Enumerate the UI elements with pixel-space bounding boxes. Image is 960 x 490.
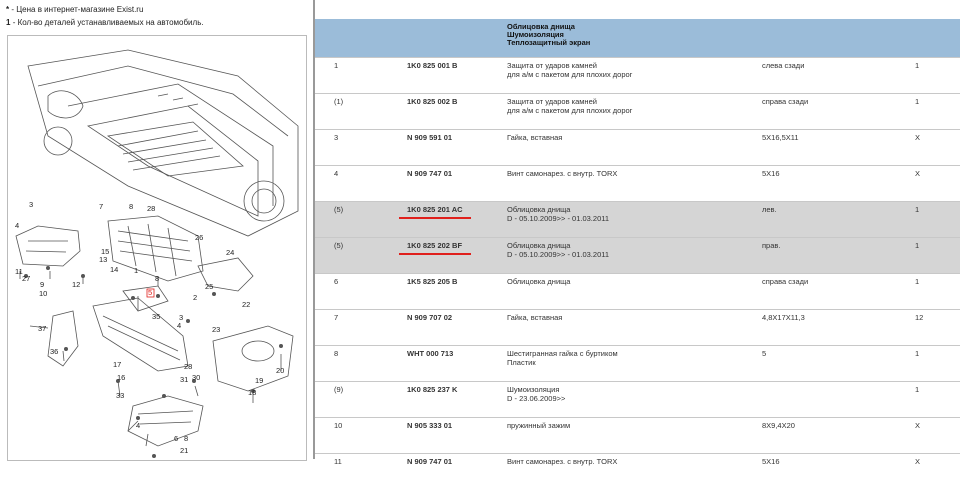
side-size: 5X16 [762, 169, 780, 178]
side-size: слева сзади [762, 61, 805, 70]
position-number: 6 [334, 277, 339, 286]
callout-29: 28 [147, 204, 156, 213]
callout-23: 23 [212, 325, 221, 334]
description [507, 241, 609, 259]
part-number[interactable]: 1K0 825 001 B [407, 61, 458, 70]
quantity: 1 [915, 277, 920, 286]
callout-33: 33 [116, 391, 125, 400]
quantity: 1 [915, 61, 920, 70]
description [507, 421, 570, 430]
description-line: Защита от ударов камней [507, 97, 597, 106]
description-line: Гайка, вставная [507, 313, 563, 322]
callout-22: 22 [242, 300, 251, 309]
position-number: (1) [334, 97, 344, 106]
position-number: 11 [334, 457, 342, 466]
callout-17: 17 [113, 360, 122, 369]
description-line: Гайка, вставная [507, 133, 563, 142]
count-note: 1 - Кол-во деталей устанавливаемых на автомобиль. [6, 18, 204, 27]
table-row[interactable] [315, 201, 960, 238]
header-line: Теплозащитный экран [507, 38, 591, 47]
side-size: справа сзади [762, 97, 809, 106]
callout-9: 9 [40, 280, 45, 289]
callout-4c: 4 [136, 421, 141, 430]
callout-27: 27 [22, 274, 31, 283]
callout-24: 24 [226, 248, 235, 257]
callout-16: 16 [117, 373, 126, 382]
side-size: 4,8X17X11,3 [762, 313, 805, 322]
part-number[interactable]: 1K0 825 237 K [407, 385, 458, 394]
callout-11: 11 [15, 267, 23, 276]
part-number[interactable]: N 909 747 01 [407, 169, 453, 178]
position-number: (5) [334, 241, 344, 250]
position-number: 10 [334, 421, 343, 430]
callout-35: 35 [152, 312, 161, 321]
quantity: 1 [915, 97, 920, 106]
description-line: Винт самонарез. с внутр. TORX [507, 457, 618, 466]
description-line: Шумоизоляция [507, 385, 560, 394]
description-line: Шестигранная гайка с буртиком [507, 349, 618, 358]
callout-1: 1 [134, 266, 139, 275]
diagram-panel [0, 0, 312, 459]
callout-8-bot: 8 [184, 434, 189, 443]
callout-21: 21 [180, 446, 189, 455]
side-size: прав. [762, 241, 781, 250]
description [507, 97, 632, 115]
description-line: пружинный зажим [507, 421, 571, 430]
position-number: (5) [334, 205, 344, 214]
description [507, 169, 617, 178]
part-number[interactable]: WHT 000 713 [407, 349, 454, 358]
quantity: X [915, 133, 921, 142]
description-line: Облицовка днища [507, 205, 571, 214]
side-size: справа сзади [762, 277, 809, 286]
side-size: 5X16,5X11 [762, 133, 799, 142]
part-number[interactable]: N 909 707 02 [407, 313, 453, 322]
description [507, 457, 617, 466]
underbody-drawing [8, 36, 306, 460]
side-size: 8X9,4X20 [762, 421, 795, 430]
table-row[interactable] [315, 417, 960, 454]
table-row[interactable] [315, 57, 960, 94]
callout-2: 2 [193, 293, 198, 302]
parts-table [315, 0, 960, 466]
callout-28: 28 [184, 362, 193, 371]
parts-diagram [7, 35, 307, 461]
callout-26: 26 [195, 233, 204, 242]
part-number[interactable]: N 909 591 01 [407, 133, 453, 142]
position-number: (9) [334, 385, 344, 394]
description-line: Облицовка днища [507, 277, 571, 286]
callout-15: 15 [101, 247, 110, 256]
description [507, 349, 618, 367]
table-row[interactable] [315, 165, 960, 202]
price-note: * - Цена в интернет-магазине Exist.ru [6, 5, 144, 14]
description-line: Пластик [507, 358, 536, 367]
table-row[interactable] [315, 453, 960, 490]
part-number[interactable]: 1K0 825 202 BF [407, 241, 463, 250]
callout-4: 4 [15, 221, 20, 230]
description [507, 313, 562, 322]
callout-4b: 4 [177, 321, 182, 330]
position-number: 7 [334, 313, 339, 322]
position-number: 1 [334, 61, 339, 70]
part-number[interactable]: 1K5 825 205 B [407, 277, 458, 286]
red-underline [399, 253, 471, 255]
description-line: Защита от ударов камней [507, 61, 597, 70]
table-row[interactable] [315, 309, 960, 346]
side-size: лев. [762, 205, 777, 214]
description-line: D - 05.10.2009>> - 01.03.2011 [507, 250, 610, 259]
callout-10: 10 [39, 289, 48, 298]
description-line: D - 05.10.2009>> - 01.03.2011 [507, 214, 610, 223]
callout-20: 20 [276, 366, 285, 375]
table-row[interactable] [315, 381, 960, 418]
callout-12: 12 [72, 280, 81, 289]
part-number[interactable]: N 905 333 01 [407, 421, 453, 430]
table-row[interactable] [315, 237, 960, 274]
callout-13: 13 [99, 255, 108, 264]
part-number[interactable]: N 909 747 01 [407, 457, 453, 466]
callout-19: 19 [255, 376, 264, 385]
quantity: X [915, 421, 921, 430]
position-number: 8 [334, 349, 339, 358]
description [507, 277, 570, 286]
callout-37: 37 [38, 324, 47, 333]
description-line: для а/м с пакетом для плохих дорог [507, 70, 633, 79]
callout-14: 14 [110, 265, 119, 274]
description [507, 205, 609, 223]
quantity: 1 [915, 205, 920, 214]
red-underline [399, 217, 471, 219]
quantity: 12 [915, 313, 924, 322]
callout-5: 5 [148, 288, 153, 297]
callout-31: 31 [180, 375, 189, 384]
description [507, 385, 565, 403]
table-row[interactable] [315, 273, 960, 310]
quantity: 1 [915, 241, 920, 250]
callout-3: 3 [29, 200, 34, 209]
quantity: 1 [915, 349, 920, 358]
part-number[interactable]: 1K0 825 201 AC [407, 205, 463, 214]
callout-18: 18 [248, 388, 257, 397]
side-size: 5X16 [762, 457, 780, 466]
callout-36: 36 [50, 347, 59, 356]
description-line: Винт самонарез. с внутр. TORX [507, 169, 618, 178]
table-row[interactable] [315, 129, 960, 166]
header-line: Шумоизоляция [507, 30, 564, 39]
header-line: Облицовка днища [507, 22, 575, 31]
description-line: для а/м с пакетом для плохих дорог [507, 106, 633, 115]
table-row[interactable] [315, 93, 960, 130]
side-size: 5 [762, 349, 767, 358]
description-line: Облицовка днища [507, 241, 571, 250]
callout-8-mid: 8 [155, 274, 160, 283]
description [507, 61, 632, 79]
description [507, 133, 562, 142]
table-row[interactable] [315, 345, 960, 382]
part-number[interactable]: 1K0 825 002 B [407, 97, 458, 106]
callout-25: 25 [205, 282, 214, 291]
callout-30: 30 [192, 373, 201, 382]
quantity: X [915, 457, 921, 466]
position-number: 3 [334, 133, 339, 142]
callout-8-top: 8 [129, 202, 134, 211]
callout-6: 6 [174, 434, 179, 443]
description-line: D - 23.06.2009>> [507, 394, 566, 403]
quantity: 1 [915, 385, 920, 394]
group-header [315, 19, 960, 57]
callout-3b: 3 [179, 313, 184, 322]
position-number: 4 [334, 169, 339, 178]
quantity: X [915, 169, 921, 178]
callout-7: 7 [99, 202, 104, 211]
